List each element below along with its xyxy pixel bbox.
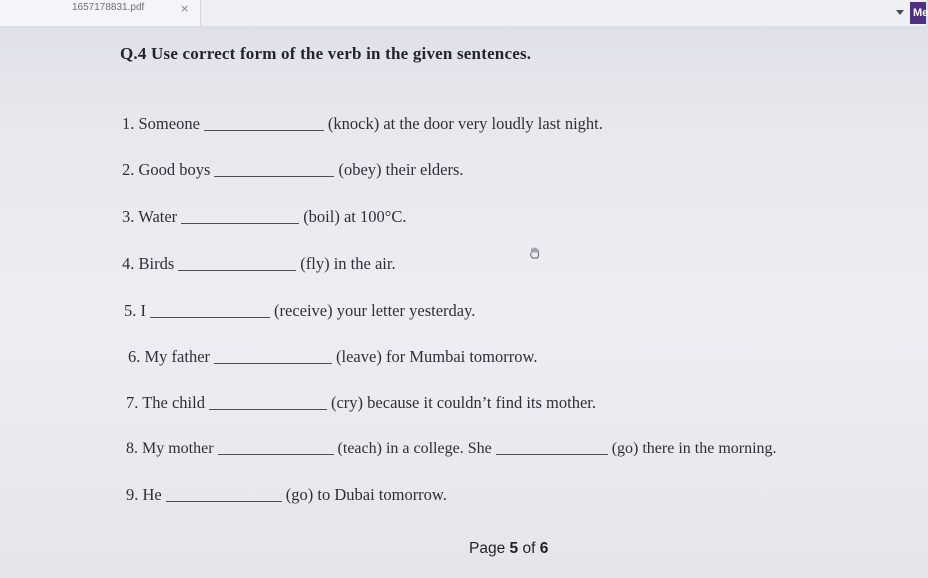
chevron-down-icon[interactable] (893, 6, 907, 20)
page-of: of (522, 540, 536, 557)
hand-cursor-icon (528, 246, 542, 260)
sentence-prefix: 5. I (124, 301, 146, 320)
sentence-2 (122, 160, 464, 180)
sentence-prefix: 1. Someone (122, 114, 200, 133)
answer-blank (214, 362, 332, 364)
answer-blank (204, 129, 324, 131)
answer-blank (150, 316, 270, 318)
sentence-6 (128, 347, 537, 367)
sentence-3 (122, 207, 406, 227)
sentence-suffix: (leave) for Mumbai tomorrow. (336, 347, 538, 366)
sentence-suffix: (go) to Dubai tomorrow. (285, 485, 447, 504)
sentence-7 (126, 393, 596, 413)
sentence-suffix: (knock) at the door very loudly last night. (327, 114, 603, 133)
page-indicator (469, 540, 548, 558)
sentence-9 (126, 485, 447, 505)
sentence-prefix: 7. The child (126, 393, 205, 412)
close-icon[interactable]: × (180, 2, 190, 15)
sentence-prefix: 9. He (126, 485, 162, 504)
answer-blank (218, 453, 334, 455)
sentence-5 (124, 301, 475, 321)
sentence-8 (126, 440, 777, 458)
answer-blank (178, 269, 296, 271)
sentence-suffix: (fly) in the air. (300, 254, 396, 273)
sentence-prefix: 6. My father (128, 347, 211, 366)
sentence-suffix: (obey) their elders. (338, 160, 464, 179)
tab-bar (0, 0, 926, 27)
answer-blank (214, 175, 334, 177)
sentence-prefix: 8. My mother (126, 440, 214, 457)
sentence-suffix: (teach) in a college. She (337, 440, 492, 457)
sentence-suffix: (boil) at 100°C. (303, 207, 407, 226)
question-heading: Q.4 Use correct form of the verb in the given sentences. (120, 44, 532, 63)
sentence-4 (122, 254, 396, 274)
answer-blank (209, 408, 327, 410)
total-pages: 6 (539, 540, 549, 557)
page-label: Page (469, 540, 506, 557)
answer-blank (181, 222, 299, 224)
sentence-prefix: 4. Birds (122, 254, 175, 273)
sentence-suffix: (cry) because it couldn’t find its mother. (330, 393, 596, 412)
current-page: 5 (509, 540, 519, 557)
sentence-1 (122, 114, 603, 134)
tab-title: 1657178831.pdf (72, 2, 145, 13)
sentence-prefix: 2. Good boys (122, 160, 211, 179)
sentence-prefix: 3. Water (122, 207, 178, 226)
side-menu-button[interactable]: Me (910, 2, 926, 24)
sentence-suffix-2: (go) there in the morning. (611, 440, 777, 457)
answer-blank (496, 453, 608, 455)
answer-blank (166, 500, 282, 502)
pdf-tab[interactable] (0, 0, 201, 26)
sentence-suffix: (receive) your letter yesterday. (274, 301, 476, 320)
